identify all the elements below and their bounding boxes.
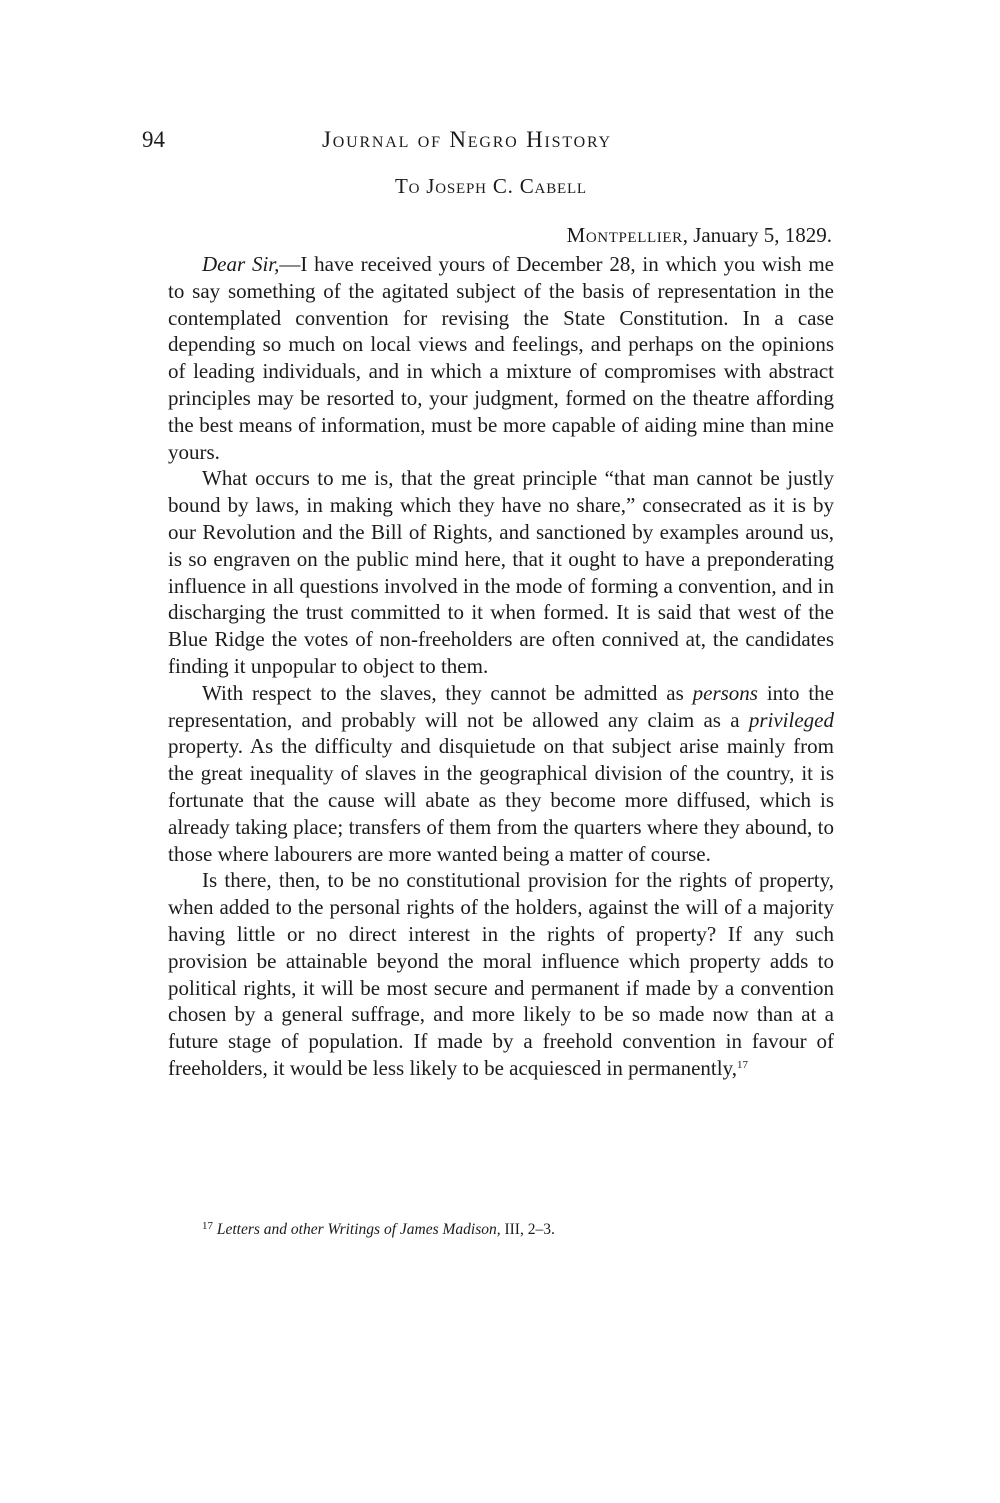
letter-place: Montpellier (566, 223, 683, 247)
footnote (202, 1215, 842, 1241)
letter-body (168, 251, 834, 1082)
letter-dateline (567, 221, 832, 249)
footnote-source-title: Letters and other Writings of James Madison, (216, 1221, 501, 1238)
paragraph-2-text: What occurs to me is, that the great principle “that man cannot be justly bound by laws, in making which they have no share,” consecrated as it is by our Revolution and the Bill of Rights, and sanctioned by examples around us, is so engraven on the public mind here, that it ought to have a preponderating influence in all questions involved in the mode of forming a convention, and in discharging the trust committed to it when formed. It is said that west of the Blue Ridge the votes of non-freeholders are often connived at, the candidates finding it unpopular to object to them. (168, 466, 834, 678)
emphasis-privileged: privileged (748, 707, 834, 732)
footnote-mark: 17 (202, 1220, 213, 1232)
letter-date: , January 5, 1829. (682, 223, 832, 247)
paragraph-3-text-c: property. As the difficulty and disquietude on that subject arise mainly from the great inequality of slaves in the geographical division of the country, it is fortunate that the cause will abate as they become more diffused, which is already taking place; transfers of them from the quarters where they abound, to those where labourers are more wanted being a matter of course. (168, 734, 834, 866)
paragraph-2 (168, 465, 834, 679)
paragraph-4-text: Is there, then, to be no constitutional provision for the rights of property, when added to the personal rights of the holders, against the will of a majority having little or no direct interest in the rights of property? If any such provision be attainable beyond the moral influence which property adds to political rights, it will be most secure and permanent if made by a convention chosen by a general suffrage, and more likely to be so made now than at a future stage of population. If made by a freehold convention in favour of freeholders, it would be less likely to be acquiesced in permanently, (168, 868, 834, 1080)
paragraph-1 (168, 251, 834, 465)
letter-addressee: To Joseph C. Cabell (395, 174, 587, 198)
footnote-source-ref: III, 2–3. (500, 1221, 555, 1238)
paragraph-3-text-a: With respect to the slaves, they cannot be admitted as (202, 680, 693, 705)
paragraph-3 (168, 680, 834, 868)
paragraph-3-text-b: into the representation, and probably will not be allowed any claim as a (168, 680, 834, 732)
page-number: 94 (142, 127, 165, 152)
paragraph-1-text: —I have received yours of December 28, in which you wish me to say something of the agitated subject of the basis of representation in the contemplated convention for revising the State Constitution. In a case depending so much on local views and feelings, and perhaps on the opinions of leading individuals, and in which a mixture of compromises with abstract principles may be resorted to, your judgment, formed on the theatre affording the best means of information, must be more capable of aiding mine than mine yours. (168, 252, 834, 464)
emphasis-persons: persons (692, 680, 758, 705)
footnote-reference: 17 (736, 1058, 748, 1071)
salutation: Dear Sir, (202, 252, 280, 276)
running-title: Journal of Negro History (322, 127, 612, 152)
paragraph-4 (168, 867, 834, 1081)
